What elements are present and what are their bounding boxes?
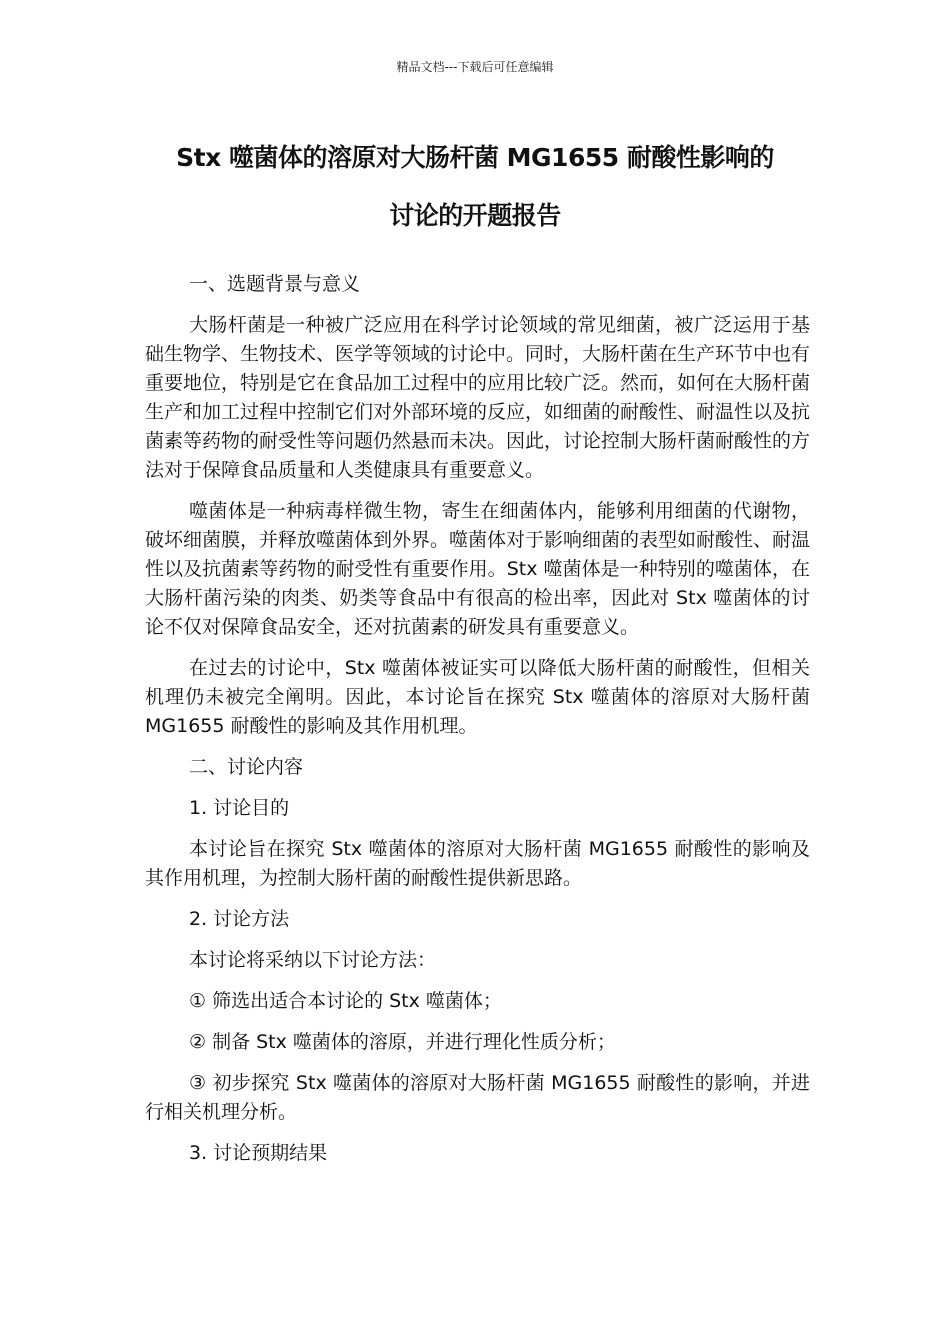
document-title-line-2: 讨论的开题报告 [389,201,561,230]
method-item-3: ③ 初步探究 Stx 噬菌体的溶原对大肠杆菌 MG1655 耐酸性的影响，并进行相关机理分析。 [145,1072,810,1123]
method-item-1: ① 筛选出适合本讨论的 Stx 噬菌体； [189,990,502,1012]
subheading-purpose: 1. 讨论目的 [189,797,290,819]
method-item-2: ② 制备 Stx 噬菌体的溶原，并进行理化性质分析； [189,1031,616,1053]
section-heading-content: 二、讨论内容 [189,756,304,778]
document-body [145,270,810,1180]
paragraph-purpose: 本讨论旨在探究 Stx 噬菌体的溶原对大肠杆菌 MG1655 耐酸性的影响及其作用机理，为控制大肠杆菌的耐酸性提供新思路。 [145,838,810,889]
paragraph-background-1: 大肠杆菌是一种被广泛应用在科学讨论领域的常见细菌，被广泛运用于基础生物学、生物技术、医学等领域的讨论中。同时，大肠杆菌在生产环节中也有重要地位，特别是它在食品加工过程中的应用比较广泛。然而，如何在大肠杆菌生产和加工过程中控制它们对外部环境的反应，如细菌的耐酸性、耐温性以及抗菌素等药物的耐受性等问题仍然悬而未决。因此，讨论控制大肠杆菌耐酸性的方法对于保障食品质量和人类健康具有重要意义。 [145,314,811,481]
subheading-expected-results: 3. 讨论预期结果 [189,1142,328,1164]
paragraph-background-3: 在过去的讨论中，Stx 噬菌体被证实可以降低大肠杆菌的耐酸性，但相关机理仍未被完全阐明。因此，本讨论旨在探究 Stx 噬菌体的溶原对大肠杆菌 MG1655 耐酸性的影响及其作用机理。 [145,657,810,737]
paragraph-background-2: 噬菌体是一种病毒样微生物，寄生在细菌体内，能够利用细菌的代谢物，破坏细菌膜，并释放噬菌体到外界。噬菌体对于影响细菌的表型如耐酸性、耐温性以及抗菌素等药物的耐受性有重要作用。Stx 噬菌体是一种特别的噬菌体，在大肠杆菌污染的肉类、奶类等食品中有很高的检出率，因此对 Stx 噬菌体的讨论不仅对保障食品安全，还对抗菌素的研发具有重要意义。 [145,500,811,638]
document-title-line-1: Stx 噬菌体的溶原对大肠杆菌 MG1655 耐酸性影响的 [176,143,774,172]
subheading-methods: 2. 讨论方法 [189,908,290,930]
section-heading-background: 一、选题背景与意义 [189,273,361,295]
paragraph-methods-intro: 本讨论将采纳以下讨论方法： [189,949,437,971]
header-note: 精品文档---下载后可任意编辑 [396,60,554,74]
